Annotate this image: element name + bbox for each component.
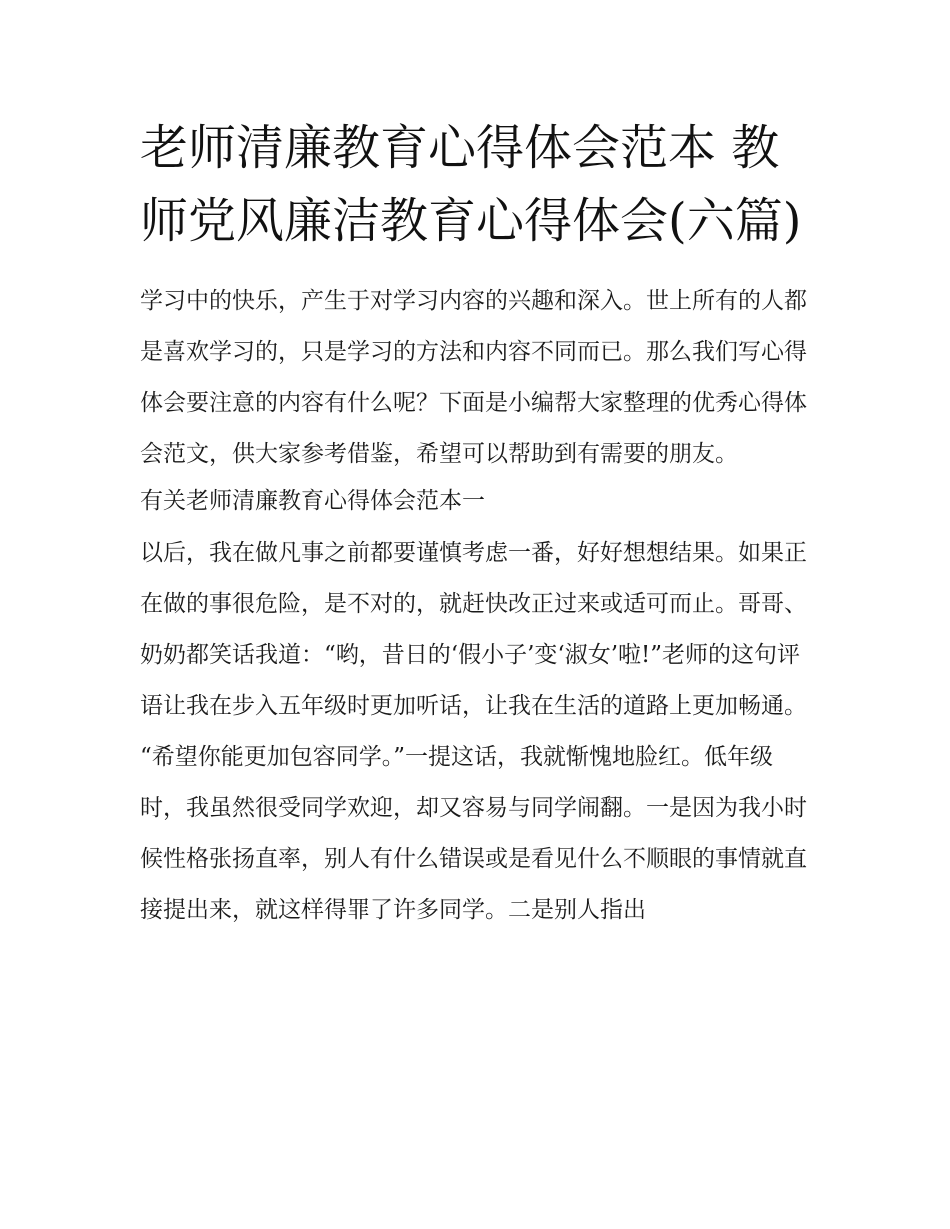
section-heading: 有关老师清廉教育心得体会范本一 xyxy=(140,488,485,514)
intro-paragraph: 学习中的快乐，产生于对学习内容的兴趣和深入。世上所有的人都是喜欢学习的，只是学习的方法和内容不同而已。那么我们写心得体会要注意的内容有什么呢？下面是小编帮大家整理的优秀心得体会范文，供大家参考借鉴，希望可以帮助到有需要的朋友。 xyxy=(140,288,807,467)
document-title: 老师清廉教育心得体会范本 教师党风廉洁教育心得体会(六篇) xyxy=(140,120,802,249)
body-paragraph: “希望你能更加包容同学。”一提这话，我就惭愧地脸红。低年级时，我虽然很受同学欢迎，却又容易与同学闹翻。一是因为我小时候性格张扬直率，别人有什么错误或是看见什么不顺眼的事情就直接提出来，就这样得罪了许多同学。二是别人指出 xyxy=(140,744,807,923)
document-body xyxy=(140,112,812,936)
body-paragraph: 以后，我在做凡事之前都要谨慎考虑一番，好好想想结果。如果正在做的事很危险，是不对的，就赶快改正过来或适可而止。哥哥、奶奶都笑话我道：“哟，昔日的‘假小子’变‘淑女’啦!”老师的这句评语让我在步入五年级时更加听话，让我在生活的道路上更加畅通。 xyxy=(140,540,807,719)
